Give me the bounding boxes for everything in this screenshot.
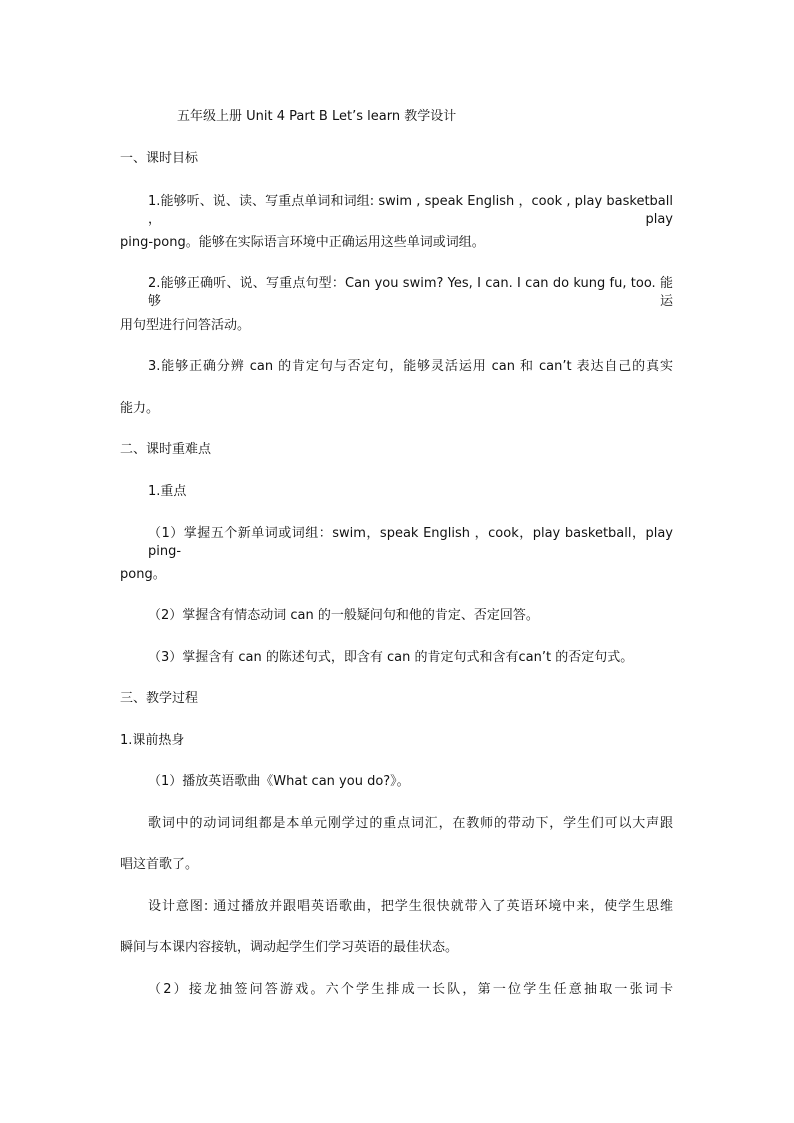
objective-2-line-1: 2.能够正确听、说、写重点句型：Can you swim? Yes, I can. I can do kung fu, too. 能够运 bbox=[148, 276, 673, 309]
objective-2-line-2: 用句型进行问答活动。 bbox=[120, 318, 251, 333]
section-heading-key-points: 二、课时重难点 bbox=[120, 442, 212, 457]
key-point-2: （2）掌握含有情态动词 can 的一般疑问句和他的肯定、否定回答。 bbox=[148, 608, 539, 623]
objective-3-line-2: 能力。 bbox=[120, 401, 160, 416]
activity-2-line-1: （2）接龙抽签问答游戏。六个学生排成一长队，第一位学生任意抽取一张词卡 bbox=[148, 982, 673, 997]
objective-1-line-2: ping-pong。能够在实际语言环境中正确运用这些单词或词组。 bbox=[120, 235, 485, 250]
activity-1-desc-line-1: 歌词中的动词词组都是本单元刚学过的重点词汇，在教师的带动下，学生们可以大声跟 bbox=[148, 816, 673, 831]
key-point-1-line-2: pong。 bbox=[120, 567, 166, 582]
objective-1-line-1: 1.能够听、说、读、写重点单词和词组: swim , speak English ，cook , play basketball ，play bbox=[148, 194, 673, 227]
design-intent-line-2: 瞬间与本课内容接轨，调动起学生们学习英语的最佳状态。 bbox=[120, 940, 459, 955]
design-intent-line-1: 设计意图: 通过播放并跟唱英语歌曲，把学生很快就带入了英语环境中来，使学生思维 bbox=[148, 899, 673, 914]
activity-1: （1）播放英语歌曲《What can you do?》。 bbox=[148, 774, 410, 789]
key-point-1-line-1: （1）掌握五个新单词或词组：swim，speak English ，cook，play basketball，play ping- bbox=[148, 526, 673, 559]
key-points-subheading: 1.重点 bbox=[148, 484, 187, 499]
section-heading-process: 三、教学过程 bbox=[120, 691, 199, 706]
key-point-3: （3）掌握含有 can 的陈述句式，即含有 can 的肯定句式和含有can’t 的否定句式。 bbox=[148, 650, 634, 665]
section-heading-objectives: 一、课时目标 bbox=[120, 151, 199, 166]
process-step-1: 1.课前热身 bbox=[120, 733, 185, 748]
activity-1-desc-line-2: 唱这首歌了。 bbox=[120, 857, 199, 872]
document-title: 五年级上册 Unit 4 Part B Let’s learn 教学设计 bbox=[177, 109, 457, 124]
objective-3-line-1: 3.能够正确分辨 can 的肯定句与否定句，能够灵活运用 can 和 can’t 表达自己的真实 bbox=[148, 359, 673, 374]
